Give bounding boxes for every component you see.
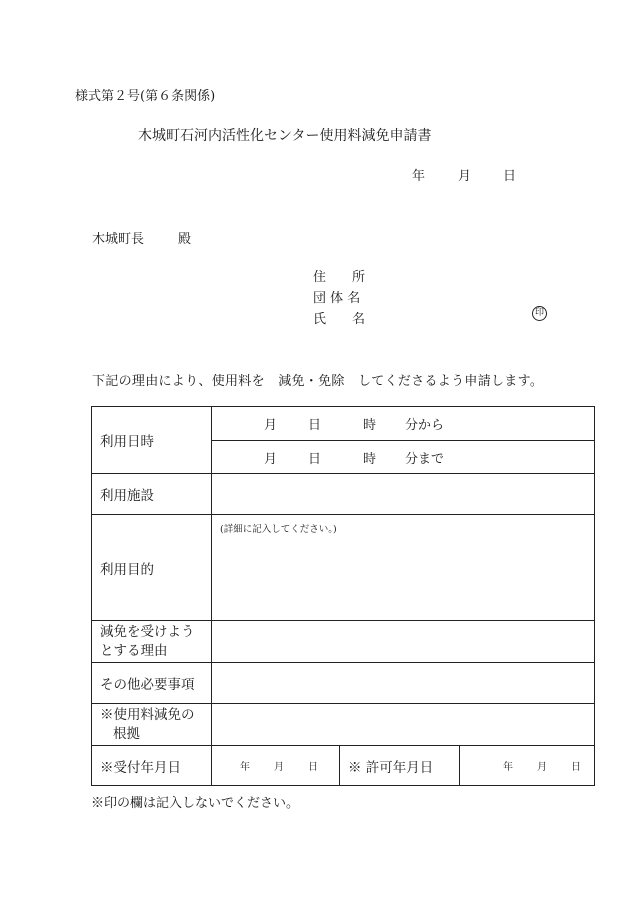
- request-text: 下記の理由により、使用料を 減免・免除 してくださるよう申請します。: [92, 374, 544, 389]
- received-month: 月: [274, 762, 284, 773]
- reason-row: [92, 621, 595, 663]
- application-table: [91, 406, 595, 786]
- address-label: 住 所: [313, 270, 366, 285]
- form-number: 様式第２号(第６条関係): [75, 89, 216, 104]
- other-label: その他必要事項: [92, 663, 212, 704]
- received-day: 日: [308, 762, 318, 773]
- purpose-label: 利用目的: [92, 515, 212, 621]
- permit-day: 日: [571, 762, 581, 773]
- footer-note: ※印の欄は記入しないでください。: [91, 796, 300, 811]
- to-day: 日: [308, 451, 322, 467]
- reason-label: [92, 621, 212, 663]
- usage-from-row: [92, 407, 595, 441]
- permit-month: 月: [537, 762, 547, 773]
- date-day-label: 日: [503, 169, 517, 184]
- from-day: 日: [308, 418, 322, 433]
- reason-label-line2: とする理由: [100, 642, 168, 659]
- applicant-name-label: 氏 名: [313, 312, 366, 327]
- purpose-note: (詳細に記入してください。): [220, 524, 337, 535]
- usage-datetime-label: 利用日時: [92, 407, 212, 474]
- addressee-name: 木城町長: [92, 232, 145, 247]
- other-field[interactable]: [212, 663, 595, 704]
- to-minute: 分まで: [405, 451, 445, 467]
- facility-field[interactable]: [212, 474, 595, 515]
- basis-row: [92, 704, 595, 746]
- to-hour: 時: [363, 451, 377, 467]
- usage-to-field[interactable]: [212, 441, 595, 474]
- usage-from-field[interactable]: [212, 407, 595, 441]
- date-year-label: 年: [412, 169, 426, 184]
- group-name-label: 団 体 名: [313, 291, 361, 306]
- permit-year: 年: [503, 762, 513, 773]
- basis-label-line2: 根拠: [113, 725, 140, 742]
- basis-field[interactable]: [212, 704, 595, 746]
- facility-label: 利用施設: [92, 474, 212, 515]
- addressee-honorific: 殿: [178, 232, 192, 247]
- to-month: 月: [264, 451, 278, 467]
- basis-label-line1: ※使用料減免の: [100, 706, 195, 723]
- facility-row: [92, 474, 595, 515]
- from-minute: 分から: [405, 418, 445, 433]
- seal-mark: 印: [532, 306, 547, 321]
- date-month-label: 月: [458, 169, 472, 184]
- permit-date-field[interactable]: [460, 746, 595, 786]
- document-title: 木城町石河内活性化センター使用料減免申請書: [138, 128, 432, 144]
- purpose-field[interactable]: [212, 515, 595, 621]
- reason-field[interactable]: [212, 621, 595, 663]
- dates-row: [92, 746, 595, 786]
- from-hour: 時: [363, 418, 377, 433]
- received-date-field[interactable]: [212, 746, 340, 786]
- received-year: 年: [240, 762, 250, 773]
- received-date-label: ※受付年月日: [92, 746, 212, 786]
- from-month: 月: [264, 418, 278, 433]
- basis-label: [92, 704, 212, 746]
- reason-label-line1: 減免を受けよう: [100, 623, 195, 640]
- purpose-row: [92, 515, 595, 621]
- permit-date-label: ※ 許可年月日: [340, 746, 460, 786]
- other-row: [92, 663, 595, 704]
